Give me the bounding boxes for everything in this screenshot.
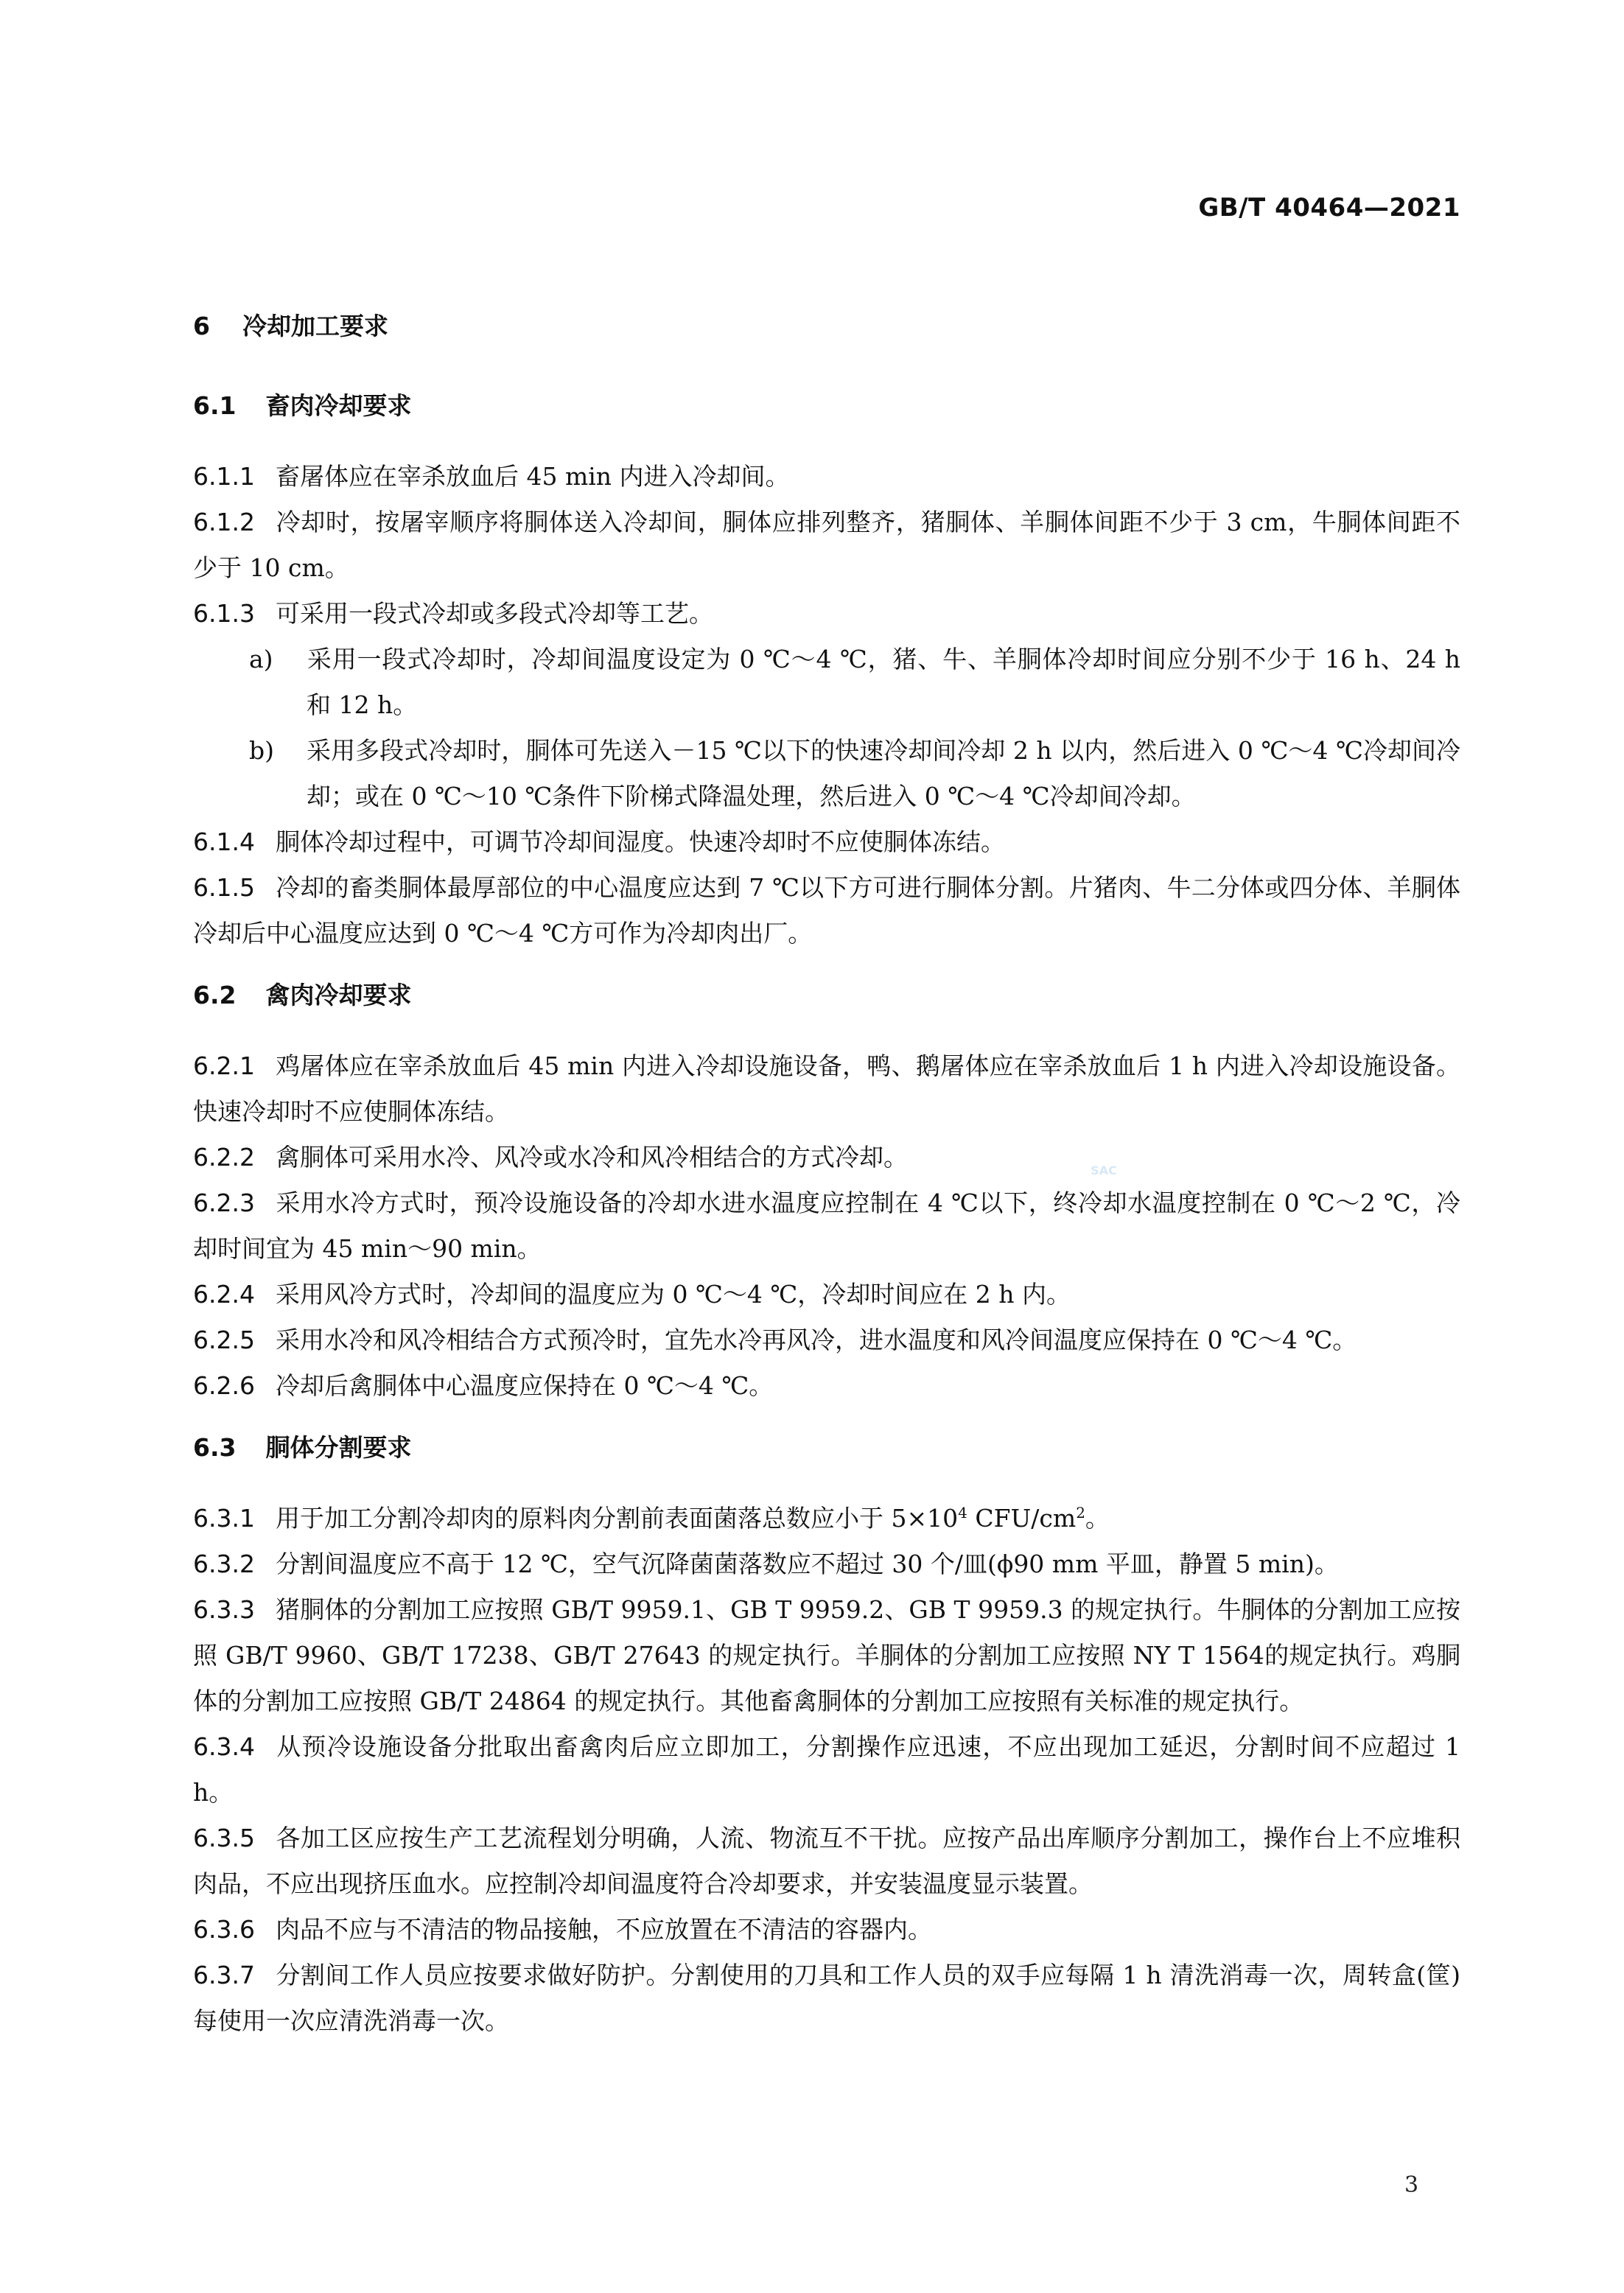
clause-number: 6.3.2: [193, 1550, 255, 1578]
clause-text: 从预冷设施设备分批取出畜禽肉后应立即加工，分割操作应迅速，不应出现加工延迟，分割时间不应超过 1 h。: [193, 1732, 1460, 1807]
clause-number: 6.3.4: [193, 1732, 255, 1761]
clause-6-2-4: [193, 1272, 1460, 1317]
page-number: 3: [1404, 2172, 1419, 2198]
clause-text: 分割间工作人员应按要求做好防护。分割使用的刀具和工作人员的双手应每隔 1 h 清洗消毒一次，周转盒(筐)每使用一次应清洗消毒一次。: [193, 1961, 1460, 2035]
sac-watermark: SAC: [1091, 1163, 1117, 1177]
list-item-label: b): [249, 736, 274, 765]
clause-text: 猪胴体的分割加工应按照 GB/T 9959.1、GB T 9959.2、GB T 9959.3 的规定执行。牛胴体的分割加工应按照 GB/T 9960、GB/T 17238、GB/T 27643 的规定执行。羊胴体的分割加工应按照 NY T 1564的规定执行。鸡胴体的分割加工应按照 GB/T 24864 的规定执行。其他畜禽胴体的分割加工应按照有关标准的规定执行。: [193, 1595, 1460, 1715]
clause-6-3-3: [193, 1587, 1460, 1724]
clause-6-1-5: [193, 865, 1460, 956]
clause-text: 分割间温度应不高于 12 ℃，空气沉降菌菌落数应不超过 30 个/皿(ϕ90 mm 平皿，静置 5 min)。: [275, 1550, 1339, 1578]
clause-number: 6.1.5: [193, 873, 255, 902]
clause-6-1-4: [193, 819, 1460, 865]
clause-text-unit: CFU/cm: [967, 1504, 1077, 1533]
section-heading: [193, 304, 1460, 349]
clause-6-3-7: [193, 1953, 1460, 2044]
clause-number: 6.1.1: [193, 462, 255, 491]
clause-text: 畜屠体应在宰杀放血后 45 min 内进入冷却间。: [275, 462, 790, 491]
subsection-heading-6-1: [193, 383, 1460, 429]
document-id: GB/T 40464—2021: [1198, 193, 1460, 223]
clause-text: 肉品不应与不清洁的物品接触，不应放置在不清洁的容器内。: [275, 1915, 932, 1944]
clause-number: 6.1.4: [193, 827, 255, 856]
list-item-text: 采用一段式冷却时，冷却间温度设定为 0 ℃～4 ℃，猪、牛、羊胴体冷却时间应分别不少于 16 h、24 h 和 12 h。: [307, 645, 1460, 719]
subsection-title: 禽肉冷却要求: [265, 981, 412, 1009]
clause-6-3-5: [193, 1816, 1460, 1907]
subsection-heading-6-2: [193, 973, 1460, 1018]
list-item-text: 采用多段式冷却时，胴体可先送入－15 ℃以下的快速冷却间冷却 2 h 以内，然后进入 0 ℃～4 ℃冷却间冷却；或在 0 ℃～10 ℃条件下阶梯式降温处理，然后进入 0 ℃～4 ℃冷却间冷却。: [307, 736, 1460, 811]
clause-text: 鸡屠体应在宰杀放血后 45 min 内进入冷却设施设备，鸭、鹅屠体应在宰杀放血后 1 h 内进入冷却设施设备。快速冷却时不应使胴体冻结。: [193, 1051, 1460, 1126]
document-body: [193, 304, 1460, 2044]
clause-text: 冷却时，按屠宰顺序将胴体送入冷却间，胴体应排列整齐，猪胴体、羊胴体间距不少于 3 cm，牛胴体间距不少于 10 cm。: [193, 508, 1460, 582]
list-item-label: a): [249, 645, 273, 673]
clause-text: 冷却后禽胴体中心温度应保持在 0 ℃～4 ℃。: [275, 1371, 774, 1400]
clause-text: 冷却的畜类胴体最厚部位的中心温度应达到 7 ℃以下方可进行胴体分割。片猪肉、牛二分体或四分体、羊胴体冷却后中心温度应达到 0 ℃～4 ℃方可作为冷却肉出厂。: [193, 873, 1460, 948]
exponent: 4: [958, 1504, 967, 1522]
clause-number: 6.3.5: [193, 1824, 255, 1852]
list-item-b: [193, 728, 1460, 819]
clause-6-3-4: [193, 1724, 1460, 1816]
subsection-title: 畜肉冷却要求: [265, 391, 412, 420]
subsection-number: 6.2: [193, 981, 237, 1009]
clause-text: 禽胴体可采用水冷、风冷或水冷和风冷相结合的方式冷却。: [275, 1143, 908, 1172]
clause-6-1-1: [193, 454, 1460, 500]
clause-number: 6.1.3: [193, 599, 255, 628]
exponent: 2: [1076, 1504, 1085, 1522]
subsection-title: 胴体分割要求: [265, 1433, 412, 1462]
clause-number: 6.2.6: [193, 1371, 255, 1400]
clause-text: 各加工区应按生产工艺流程划分明确，人流、物流互不干扰。应按产品出库顺序分割加工，操作台上不应堆积肉品，不应出现挤压血水。应控制冷却间温度符合冷却要求，并安装温度显示装置。: [193, 1824, 1460, 1898]
clause-text: 可采用一段式冷却或多段式冷却等工艺。: [275, 599, 713, 628]
clause-6-3-2: [193, 1541, 1460, 1587]
clause-6-1-2: [193, 500, 1460, 591]
clause-number: 6.2.4: [193, 1280, 255, 1309]
clause-6-2-6: [193, 1363, 1460, 1409]
clause-text: 用于加工分割冷却肉的原料肉分割前表面菌落总数应小于 5×10: [275, 1504, 959, 1533]
subsection-number: 6.3: [193, 1433, 237, 1462]
clause-6-2-2: [193, 1135, 1460, 1180]
clause-number: 6.3.3: [193, 1595, 255, 1624]
clause-6-3-6: [193, 1907, 1460, 1953]
clause-text: 采用水冷方式时，预冷设施设备的冷却水进水温度应控制在 4 ℃以下，终冷却水温度控制在 0 ℃～2 ℃，冷却时间宜为 45 min～90 min。: [193, 1188, 1460, 1263]
clause-number: 6.3.6: [193, 1915, 255, 1944]
subsection-number: 6.1: [193, 391, 237, 420]
clause-number: 6.2.1: [193, 1051, 255, 1080]
clause-6-2-1: [193, 1043, 1460, 1135]
section-title: 冷却加工要求: [242, 312, 388, 340]
clause-number: 6.2.5: [193, 1326, 255, 1354]
clause-number: 6.2.2: [193, 1143, 255, 1172]
clause-number: 6.3.1: [193, 1504, 255, 1533]
clause-text-end: 。: [1085, 1504, 1110, 1533]
clause-text: 胴体冷却过程中，可调节冷却间湿度。快速冷却时不应使胴体冻结。: [275, 827, 1005, 856]
clause-number: 6.2.3: [193, 1188, 255, 1217]
clause-6-3-1: [193, 1496, 1460, 1541]
clause-number: 6.1.2: [193, 508, 255, 536]
clause-text: 采用风冷方式时，冷却间的温度应为 0 ℃～4 ℃，冷却时间应在 2 h 内。: [275, 1280, 1071, 1309]
clause-6-2-3: [193, 1180, 1460, 1272]
clause-6-1-3: [193, 591, 1460, 637]
clause-number: 6.3.7: [193, 1961, 255, 1989]
list-item-a: [193, 637, 1460, 728]
clause-text: 采用水冷和风冷相结合方式预冷时，宜先水冷再风冷，进水温度和风冷间温度应保持在 0 ℃～4 ℃。: [275, 1326, 1357, 1354]
clause-6-2-5: [193, 1317, 1460, 1363]
section-number: 6: [193, 312, 210, 340]
subsection-heading-6-3: [193, 1425, 1460, 1471]
